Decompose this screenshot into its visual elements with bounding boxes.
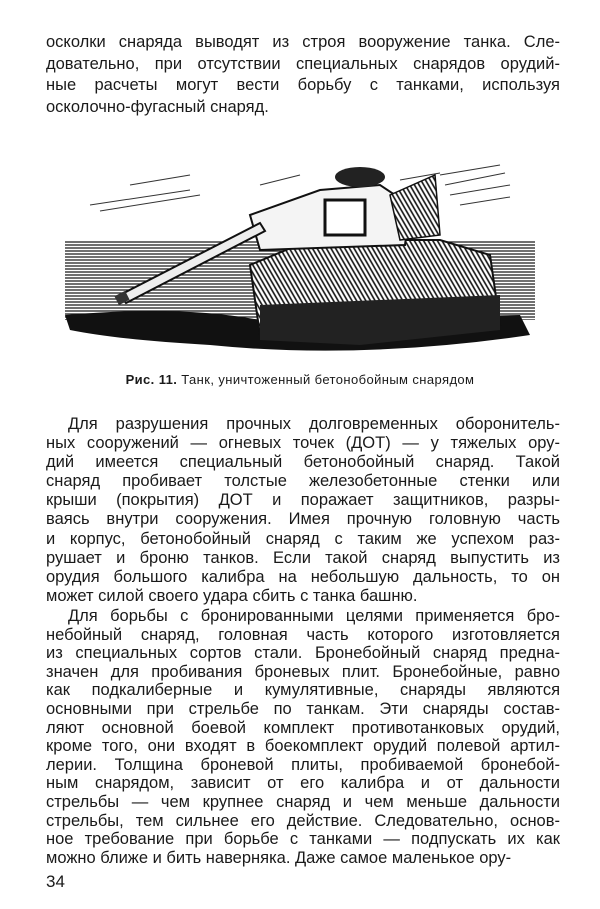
text-line: Для разрушения прочных долговременных оборонитель-: [68, 415, 560, 433]
text-line: осколочно-фугасный снаряд.: [46, 98, 269, 117]
text-line: осколки снаряда выводят из строя вооружение танка. Сле-: [46, 33, 560, 51]
figure-label: Рис. 11.: [125, 372, 178, 387]
text-line: ные расчеты могут вести борьбу с танками, используя: [46, 76, 560, 95]
paragraph-concrete-piercing-shell: [46, 415, 560, 606]
text-line: рушает и броню танков. Если такой снаряд выпустить из: [46, 548, 560, 567]
text-line: довательно, при отсутствии специальных снарядов орудий-: [46, 54, 560, 73]
text-line: орудия большого калибра на небольшую дальность, то он: [46, 567, 560, 586]
text-line: и корпус, бетонобойный снаряд с таким же успехом раз-: [46, 529, 560, 548]
text-line: ных сооружений — огневых точек (ДОТ) — у тяжелых ору-: [46, 434, 560, 453]
text-line: ляют основной боевой комплект противотанковых орудий,: [46, 718, 560, 737]
paragraph-continuation: [46, 32, 560, 119]
text-line: основными при стрельбе по танкам. Эти снаряды состав-: [46, 699, 560, 718]
text-line: ваясь внутри сооружения. Имея прочную головную часть: [46, 510, 560, 529]
text-line: ным снарядом, зависит от его калибра и от дальности: [46, 774, 560, 793]
text-line: можно ближе и бить наверняка. Даже самое маленькое ору-: [46, 848, 512, 867]
text-line: стрельбы, тем сильнее его действие. Следовательно, основ-: [46, 811, 560, 830]
text-line: ное требование при борьбе с танками — подпускать их как: [46, 830, 560, 849]
page-number: 34: [46, 872, 65, 891]
paragraph-armor-piercing-shell: [46, 607, 560, 867]
text-line: может силой своего удара сбить с танка башню.: [46, 586, 418, 605]
text-line: из специальных сортов стали. Бронебойный снаряд предна-: [46, 644, 560, 663]
text-line: дий имеется специальный бетонобойный снаряд. Такой: [46, 453, 560, 472]
text-line: Для борьбы с бронированными целями применяется бро-: [68, 607, 560, 625]
text-line: как подкалиберные и кумулятивные, снаряды являются: [46, 681, 560, 700]
text-line: стрельбы — чем крупнее снаряд и чем меньше дальности: [46, 792, 560, 811]
figure-destroyed-tank-illustration: [60, 145, 540, 367]
figure-caption: [0, 372, 600, 387]
text-line: кроме того, они входят в боекомплект орудий полевой артил-: [46, 737, 560, 756]
text-line: крыши (покрытия) ДОТ и поражает защитников, разры-: [46, 491, 560, 510]
text-line: лерии. Толщина броневой плиты, пробиваемой бронебой-: [46, 755, 560, 774]
figure-caption-text: Танк, уничтоженный бетонобойным снарядом: [181, 372, 475, 387]
text-line: значен для пробивания броневых плит. Бронебойные, равно: [46, 662, 560, 681]
text-line: небойный снаряд, головная часть которого изготовляется: [46, 625, 560, 644]
text-line: снаряд пробивает толстые железобетонные стенки или: [46, 472, 560, 491]
tank-illustration: [60, 145, 540, 367]
